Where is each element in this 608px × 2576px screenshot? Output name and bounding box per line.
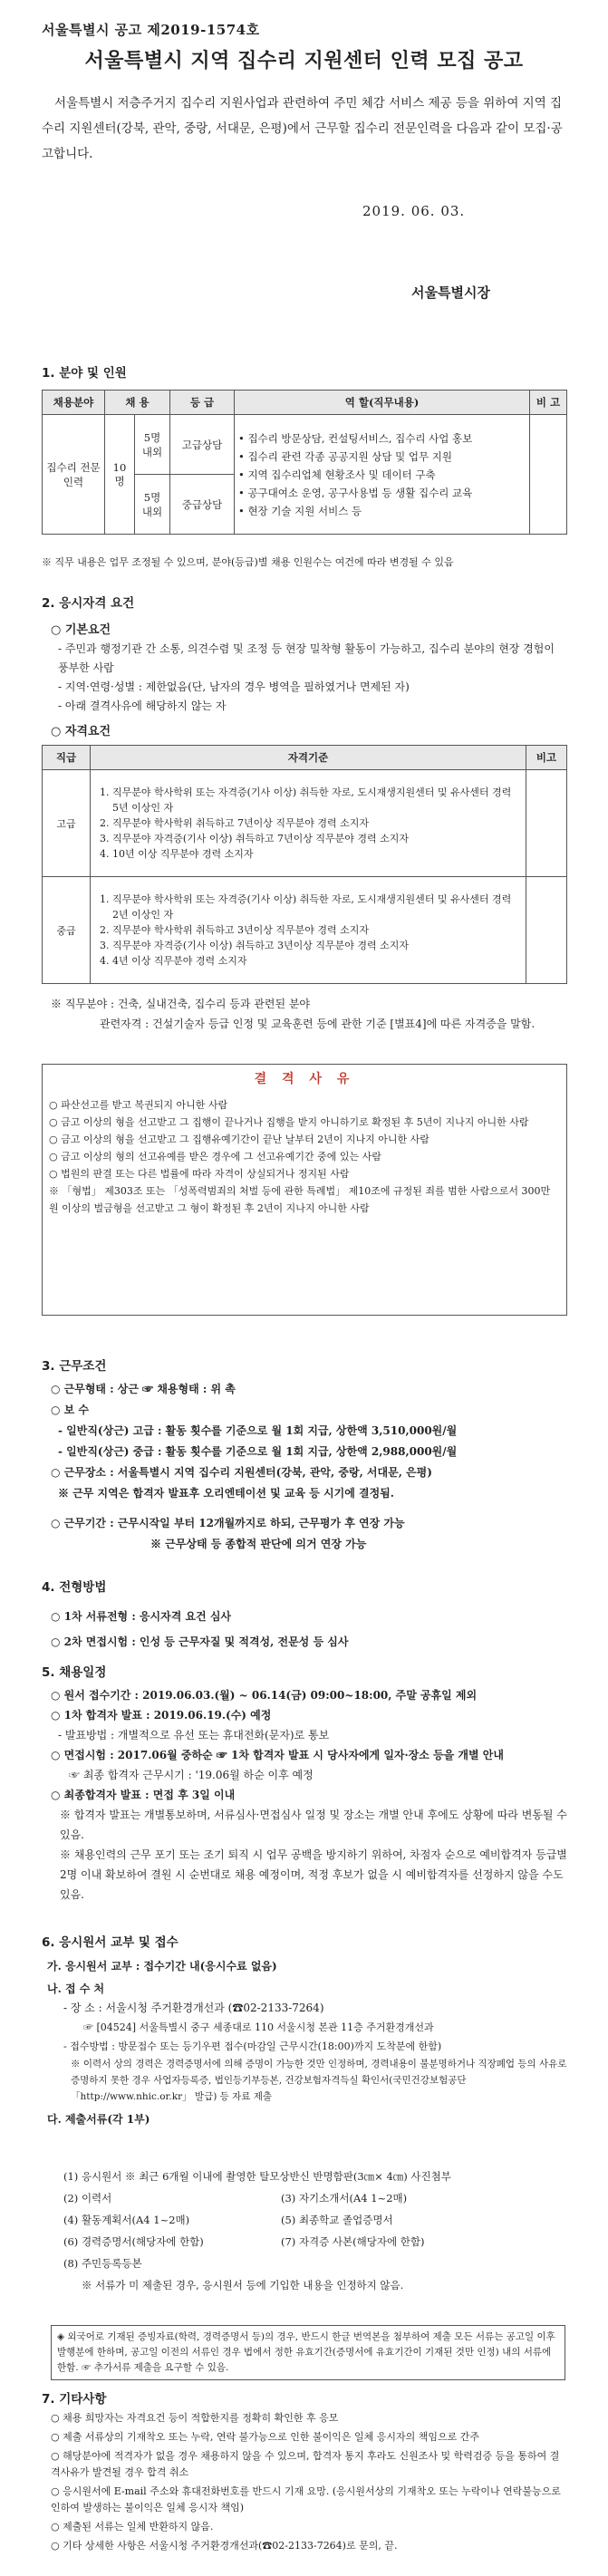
disqualification-item: ○ 금고 이상의 형을 선고받고 그 집행이 끝나거나 집행을 받지 아니하기로 확정된 후 5년이 지나지 아니한 사람 — [49, 1116, 529, 1128]
other-note-item: ○ 기타 상세한 사항은 서울시청 주거환경개선과(☎02-2133-7264)로 문의, 끝. — [51, 2540, 398, 2552]
requirement-item: - 지역·연령·성별 : 제한없음(단, 남자의 경우 병역을 필하였거나 면제된 자) — [58, 680, 410, 693]
qualification-table — [42, 745, 567, 984]
document-item: (1) 응시원서 ※ 최근 6개월 이내에 촬영한 탈모상반신 반명함판(3㎝× 4㎝) 사진첨부 — [63, 2170, 451, 2183]
positions-note: ※ 직무 내용은 업무 조정될 수 있으며, 분야(등급)별 채용 인원수는 여건에 따라 변경될 수 있음 — [42, 556, 454, 568]
selection-steps — [51, 1604, 567, 1655]
disqualification-item: ○ 법원의 판결 또는 다른 법률에 따라 자격이 상실되거나 정지된 사람 — [49, 1168, 350, 1180]
section-5-title: 5. 채용일정 — [42, 1665, 107, 1680]
field-cell: 집수리 전문인력 — [43, 415, 105, 535]
duty-item: • 현장 기술 지원 서비스 등 — [238, 504, 362, 517]
col-field: 채용분야 — [43, 391, 105, 415]
work-place: ○ 근무장소 : 서울특별시 지역 집수리 지원센터(강북, 관악, 중랑, 서대문, 은평) — [51, 1466, 432, 1479]
col-duties: 역 할(직무내용) — [235, 391, 530, 415]
duty-item: • 집수리 관련 각종 공공지원 상담 및 업무 지원 — [238, 449, 452, 463]
criteria-item: 1. 직무분야 학사학위 또는 자격증(기사 이상) 취득한 자로, 도시재생지원센터 및 유사센터 경력 5년 이상인 자 — [112, 785, 520, 815]
note-cell — [526, 877, 567, 984]
grade-cell: 고급상담 — [170, 415, 235, 475]
schedule-interview: ○ 면접시험 : 2017.06월 중하순 ☞ 1차 합격자 발표 시 당사자에게 일자·장소 등을 개별 안내 — [51, 1749, 504, 1761]
other-notes — [51, 2410, 567, 2554]
document-item: (2) 이력서 — [63, 2192, 112, 2205]
grade-high: 고급 — [43, 770, 91, 877]
notice-date: 2019. 06. 03. — [362, 203, 466, 219]
col-count: 채 용 — [105, 391, 170, 415]
criteria-item: 3. 직무분야 자격증(기사 이상) 취득하고 3년이상 직무분야 경력 소지자 — [112, 938, 520, 953]
intro-paragraph: 서울특별시 저층주거지 집수리 지원사업과 관련하여 주민 체감 서비스 제공 등을 위하여 지역 집수리 지원센터(강북, 관악, 중랑, 서대문, 은평)에서 근무할 집수리 전문인력을 다음과 같이 모집·공고합니다. — [42, 96, 563, 161]
section-3-title: 3. 근무조건 — [42, 1359, 107, 1374]
positions-table — [42, 390, 567, 535]
receipt-place: - 장 소 : 서울시청 주거환경개선과 (☎02-2133-7264) — [63, 2002, 324, 2014]
work-place-note: ※ 근무 지역은 합격자 발표후 오리엔테이션 및 교육 등 시기에 결정됨. — [58, 1487, 394, 1500]
notice-number: 서울특별시 공고 제2019-1574호 — [42, 22, 260, 38]
mid-criteria — [91, 877, 526, 984]
criteria-item: 2. 직무분야 학사학위 취득하고 7년이상 직무분야 경력 소지자 — [112, 815, 520, 831]
duty-item: • 지역 집수리업체 현황조사 및 데이터 구축 — [238, 468, 436, 481]
receipt-place-title: 나. 접 수 처 — [47, 1983, 105, 1995]
schedule-final: ○ 최종합격자 발표 : 면접 후 3일 이내 — [51, 1789, 236, 1801]
disqualification-item: ※ 「형법」 제303조 또는 「성폭력범죄의 처벌 등에 관한 특례법」 제10조에 규정된 죄를 범한 사람으로서 300만원 이상의 벌금형을 선고받고 그 형이 확정된 후 2년이 지나지 아니한 사람 — [49, 1185, 551, 1214]
other-note-item: ○ 채용 희망자는 자격요건 등이 적합한지를 정확히 확인한 후 응모 — [51, 2412, 339, 2424]
page-title: 서울특별시 지역 집수리 지원센터 인력 모집 공고 — [84, 50, 524, 72]
schedule-final-note: ※ 채용인력의 근무 포기 또는 조기 퇴직 시 업무 공백을 방지하기 위하여, 차점자 순으로 예비합격자 등급별 2명 이내 확보하여 결원 시 순번대로 채용 예정이며, 적정 후보가 없을 시 예비합격자를 선정하지 않을 수도 있음. — [60, 1848, 567, 1901]
work-conditions — [51, 1379, 576, 1555]
col-grade: 등 급 — [170, 391, 235, 415]
section-7-title: 7. 기타사항 — [42, 2392, 107, 2407]
high-criteria — [91, 770, 526, 877]
requirement-item: - 아래 결격사유에 해당하지 않는 자 — [58, 699, 227, 712]
criteria-item: 4. 4년 이상 직무분야 경력 소지자 — [112, 953, 520, 969]
schedule — [51, 1685, 571, 1905]
note-cell — [526, 770, 567, 877]
job-field-note: ※ 직무분야 : 건축, 실내건축, 집수리 등과 관련된 분야 — [51, 998, 311, 1010]
schedule-interview-note: ☞ 최종 합격자 근무시기 : '19.06월 하순 이후 예정 — [69, 1769, 314, 1781]
documents-list — [63, 2166, 571, 2296]
criteria-item: 1. 직무분야 학사학위 또는 자격증(기사 이상) 취득한 자로, 도시재생지원센터 및 유사센터 경력 2년 이상인 자 — [112, 892, 520, 922]
document-item: (8) 주민등록등본 — [63, 2257, 142, 2270]
receipt-method: - 접수방법 : 방문접수 또는 등기우편 접수(마감일 근무시간(18:00)까지 도착분에 한함) — [63, 2041, 442, 2052]
note-cell — [530, 415, 567, 535]
other-note-item: ○ 해당분야에 적격자가 없을 경우 채용하지 않을 수 있으며, 합격자 통지 후라도 신원조사 및 학력검증 등을 통하여 결격사유가 발견될 경우 합격 취소 — [51, 2450, 560, 2478]
application-form: 가. 응시원서 교부 : 접수기간 내(응시수료 없음) — [47, 1960, 277, 1973]
work-period: ○ 근무기간 : 근무시작일 부터 12개월까지로 하되, 근무평가 후 연장 가능 — [51, 1517, 405, 1529]
receipt-method-note: ※ 이력서 상의 경력은 경력증명서에 의해 증명이 가능한 것만 인정하며, 경력내용이 불분명하거나 직장폐업 등의 사유로 증명하지 못한 경우 사업자등록증, 법인등기부등본, 건강보험자격득실 확인서(국민건강보험공단 「http://www.nhic.or.kr」 발급) 등 자료 제출 — [71, 2059, 567, 2102]
work-type: ○ 근무형태 : 상근 ☞ 채용형태 : 위 촉 — [51, 1383, 236, 1395]
documents-note: ※ 서류가 미 제출된 경우, 응시원서 등에 기입한 내용을 인정하지 않음. — [82, 2279, 404, 2291]
col-note: 비 고 — [530, 391, 567, 415]
disqualification-title: 결 격 사 유 — [254, 1072, 355, 1086]
document-row — [63, 2187, 571, 2209]
other-note-item: ○ 제출된 서류는 일체 반환하지 않음. — [51, 2521, 214, 2533]
disqualification-item: ○ 금고 이상의 형을 선고받고 그 집행유예기간이 끝난 날부터 2년이 지나지 아니한 사람 — [49, 1134, 429, 1145]
col-criteria: 자격기준 — [91, 746, 526, 770]
document-item: (4) 활동계획서(A4 1~2매) — [63, 2214, 190, 2226]
criteria-item: 2. 직무분야 학사학위 취득하고 3년이상 직무분야 경력 소지자 — [112, 922, 520, 938]
other-note-item: ○ 제출 서류상의 기재착오 또는 누락, 연락 불가능으로 인한 불이익은 일체 응시자의 책임으로 간주 — [51, 2431, 479, 2443]
pay-title: ○ 보 수 — [51, 1404, 90, 1416]
document-row — [63, 2209, 571, 2231]
col-grade: 직급 — [43, 746, 91, 770]
pay-mid: - 일반직(상근) 중급 : 활동 횟수를 기준으로 월 1회 지급, 상한액 2,988,000원/월 — [58, 1445, 458, 1458]
receipt-address: ☞ [04524] 서울특별시 중구 세종대로 110 서울시청 본관 11층 주거환경개선과 — [83, 2021, 434, 2033]
document-item: (5) 최종학교 졸업증명서 — [281, 2214, 393, 2226]
section-6-title: 6. 응시원서 교부 및 접수 — [42, 1935, 179, 1950]
document-item: (7) 자격증 사본(해당자에 한함) — [281, 2235, 425, 2248]
disqualification-list — [49, 1096, 556, 1217]
pay-high: - 일반직(상근) 고급 : 활동 횟수를 기준으로 월 1회 지급, 상한액 3,510,000원/월 — [58, 1424, 458, 1437]
section-2-title: 2. 응시자격 요건 — [42, 596, 135, 611]
section-4-title: 4. 전형방법 — [42, 1580, 107, 1595]
documents-title: 다. 제출서류(각 1부) — [47, 2113, 150, 2126]
selection-step: ○ 2차 면접시험 : 인성 등 근무자질 및 적격성, 전문성 등 심사 — [51, 1635, 349, 1648]
issuer: 서울특별시장 — [411, 285, 490, 301]
basic-requirements-title: ○ 기본요건 — [51, 623, 111, 637]
total-cell: 10명 — [105, 415, 135, 535]
schedule-final-note: ※ 합격자 발표는 개별통보하며, 서류심사·면접심사 일정 및 장소는 개별 안내 후에도 상황에 따라 변동될 수 있음. — [60, 1809, 567, 1841]
duty-item: • 공구대여소 운영, 공구사용법 등 생활 집수리 교육 — [238, 486, 473, 499]
work-period-note: ※ 근무상태 등 종합적 판단에 의거 연장 가능 — [150, 1538, 367, 1550]
application-info — [47, 1957, 569, 2129]
duties-cell — [235, 415, 530, 535]
document-item: (3) 자기소개서(A4 1~2매) — [281, 2192, 408, 2205]
grade-cell: 중급상담 — [170, 475, 235, 535]
col-note: 비고 — [526, 746, 567, 770]
criteria-item: 3. 직무분야 자격증(기사 이상) 취득하고 7년이상 직무분야 경력 소지자 — [112, 831, 520, 846]
schedule-receipt: ○ 원서 접수기간 : 2019.06.03.(월) ~ 06.14(금) 09:00~18:00, 주말 공휴일 제외 — [51, 1689, 478, 1702]
count-cell: 5명 내외 — [135, 475, 170, 535]
selection-step: ○ 1차 서류전형 : 응시자격 요건 심사 — [51, 1610, 232, 1623]
grade-mid: 중급 — [43, 877, 91, 984]
document-row — [63, 2231, 571, 2253]
disqualification-item: ○ 파산선고를 받고 복권되지 아니한 사람 — [49, 1099, 228, 1111]
foreign-docs-notice: ◈ 외국어로 기재된 증빙자료(학력, 경력증명서 등)의 경우, 반드시 한글 번역본을 첨부하여 제출 모든 서류는 공고일 이후 발행분에 한하며, 공고일 이전의 서류인 경우 법에서 정한 유효기간(증명서에 유효기간이 기재된 것만 인정) 내의 서류에 한함. ☞ 추가서류 제출을 요구할 수 있음. — [51, 2325, 565, 2380]
other-note-item: ○ 응시원서에 E-mail 주소와 휴대전화번호를 반드시 기재 요망. (응시원서상의 기재착오 또는 누락이나 연락불능으로 인하여 발생하는 불이익은 일체 응시자 책임) — [51, 2485, 561, 2513]
section-1-title: 1. 분야 및 인원 — [42, 366, 127, 381]
disqualification-item: ○ 금고 이상의 형의 선고유예를 받은 경우에 그 선고유예기간 중에 있는 사람 — [49, 1151, 381, 1163]
requirement-item: - 주민과 행정기관 간 소통, 의견수렴 및 조정 등 현장 밀착형 활동이 가능하고, 집수리 분야의 현장 경험이 풍부한 사람 — [58, 642, 555, 674]
duty-item: • 집수리 방문상담, 컨설팅서비스, 집수리 사업 홍보 — [238, 431, 473, 445]
qualification-title: ○ 자격요건 — [51, 725, 111, 738]
criteria-item: 4. 10년 이상 직무분야 경력 소지자 — [112, 846, 520, 862]
schedule-first-method: - 발표방법 : 개별적으로 유선 또는 휴대전화(문자)로 통보 — [58, 1729, 330, 1741]
schedule-first-result: ○ 1차 합격자 발표 : 2019.06.19.(수) 예정 — [51, 1709, 272, 1722]
license-note: 관련자격 : 건설기술자 등급 인정 및 교육훈련 등에 관한 기준 [별표4]에 따른 자격증을 말함. — [100, 1018, 536, 1030]
document-item: (6) 경력증명서(해당자에 한함) — [63, 2235, 204, 2248]
basic-requirements — [58, 640, 565, 716]
count-cell: 5명 내외 — [135, 415, 170, 475]
